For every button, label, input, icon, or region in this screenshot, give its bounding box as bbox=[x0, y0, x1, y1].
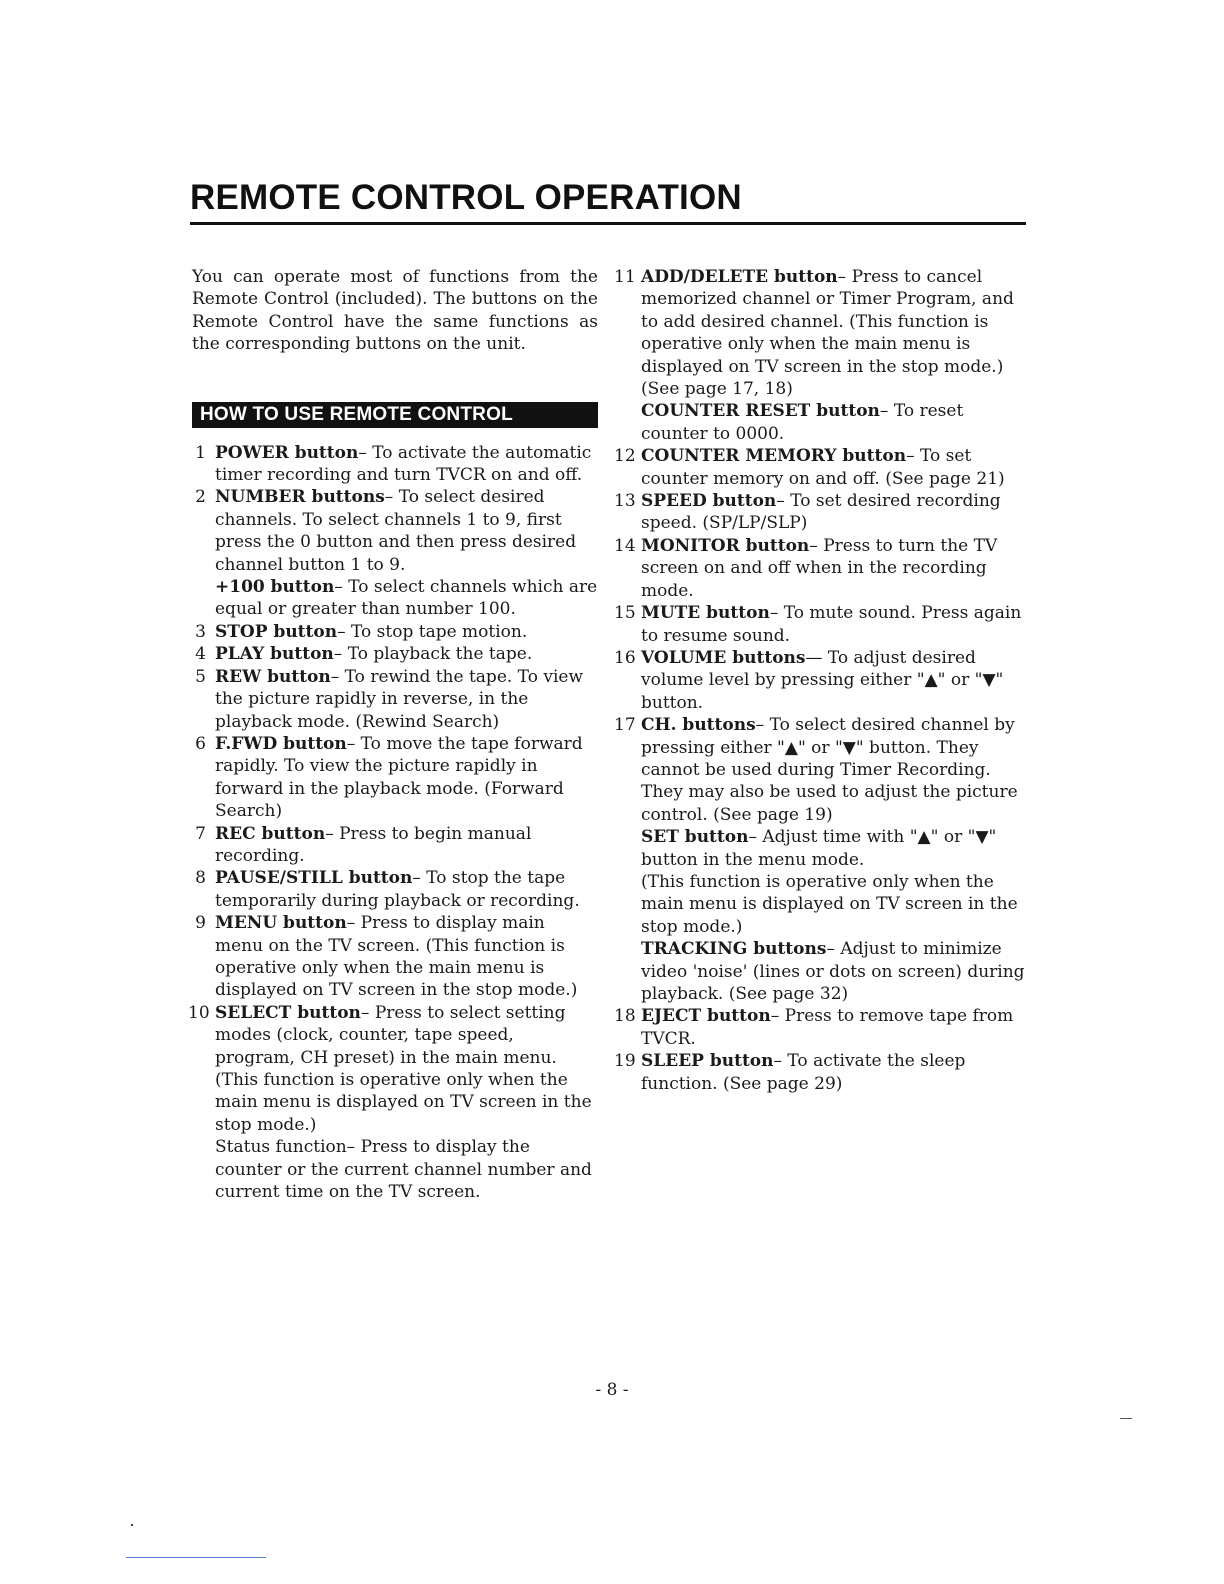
item-button-name: MONITOR button bbox=[641, 535, 810, 556]
item-button-name: MUTE button bbox=[641, 603, 770, 624]
item-separator: – bbox=[337, 621, 351, 642]
button-list-left bbox=[188, 442, 598, 1204]
item-button-name: ADD/DELETE button bbox=[641, 267, 838, 287]
list-item bbox=[614, 714, 1026, 781]
title-rule bbox=[190, 222, 1026, 225]
scan-dot bbox=[131, 1524, 133, 1526]
item-number: 18 bbox=[614, 1006, 636, 1027]
item-separator: – bbox=[776, 491, 791, 512]
subitem-description: To reset counter to 0000. bbox=[641, 401, 964, 444]
item-number: 6 bbox=[195, 733, 206, 754]
item-description: To set desired recording speed. (SP/LP/SLP) bbox=[641, 491, 1001, 534]
list-item bbox=[188, 733, 598, 823]
item-button-name: REW button bbox=[215, 666, 331, 687]
item-description: Press to remove tape from TVCR. bbox=[641, 1006, 1014, 1049]
item-button-name: VOLUME buttons bbox=[641, 647, 806, 668]
item-separator: – bbox=[330, 666, 345, 687]
item-description: To set counter memory on and off. (See page 21) bbox=[641, 446, 1005, 489]
subitem-description: They may also be used to adjust the picture control. (See page 19) bbox=[641, 782, 1018, 825]
item-separator: – bbox=[809, 535, 824, 556]
list-item bbox=[188, 643, 598, 665]
section-heading: HOW TO USE REMOTE CONTROL bbox=[192, 402, 598, 428]
item-description: Press to display main menu on the TV screen. (This function is operative only when the main menu is displayed on TV screen in the stop mode.) bbox=[215, 913, 578, 1001]
item-separator: – bbox=[358, 442, 373, 463]
item-separator: – bbox=[755, 715, 770, 736]
item-number: 11 bbox=[614, 267, 636, 287]
list-item bbox=[188, 912, 598, 1002]
item-button-name: POWER button bbox=[215, 442, 359, 463]
item-description: Press to begin manual recording. bbox=[215, 823, 532, 866]
item-button-name: CH. buttons bbox=[641, 715, 756, 736]
item-separator: – bbox=[770, 1006, 785, 1027]
item-separator: – bbox=[360, 1002, 375, 1023]
item-number: 15 bbox=[614, 603, 636, 624]
item-button-name: NUMBER buttons bbox=[215, 487, 385, 508]
list-item bbox=[614, 647, 1026, 714]
item-description: To select desired channels. To select channels 1 to 9, first press the 0 button and then press desired channel button 1 to 9. bbox=[215, 487, 577, 575]
item-button-name: EJECT button bbox=[641, 1006, 771, 1027]
list-subitem bbox=[614, 400, 1026, 445]
list-item bbox=[188, 442, 598, 487]
list-item bbox=[188, 1002, 598, 1136]
item-description: To move the tape forward rapidly. To view the picture rapidly in forward in the playback mode. (Forward Search) bbox=[215, 733, 583, 822]
item-number: 8 bbox=[195, 868, 206, 889]
subitem-button-name: SET button bbox=[641, 827, 749, 848]
item-description: To rewind the tape. To view the picture rapidly in reverse, in the playback mode. (Rewind Search) bbox=[215, 666, 583, 732]
item-separator: – bbox=[837, 267, 852, 287]
subitem-button-name: +100 button bbox=[215, 577, 335, 598]
item-separator: – bbox=[384, 487, 399, 508]
item-button-name: MENU button bbox=[215, 913, 347, 934]
item-number: 10 bbox=[188, 1002, 210, 1023]
item-description: Press to cancel memorized channel or Timer Program, and to add desired channel. (This function is operative only when the main menu is displayed on TV screen in the stop mode.) (See page 17, 18) bbox=[641, 267, 1014, 400]
item-button-name: COUNTER MEMORY button bbox=[641, 446, 907, 467]
item-separator: – bbox=[412, 868, 427, 889]
item-button-name: SELECT button bbox=[215, 1002, 361, 1023]
subitem-description: To select channels which are equal or greater than number 100. bbox=[215, 577, 598, 620]
list-item bbox=[614, 445, 1026, 490]
list-subitem bbox=[188, 1136, 598, 1203]
list-item bbox=[188, 823, 598, 868]
corner-dash bbox=[1120, 1418, 1132, 1419]
item-description: Press to turn the TV screen on and off when in the recording mode. bbox=[641, 535, 998, 601]
subitem-description: (This function is operative only when the main menu is displayed on TV screen in the stop mode.) bbox=[641, 871, 1018, 937]
list-item bbox=[188, 867, 598, 912]
item-number: 2 bbox=[195, 487, 206, 508]
item-description: To select desired channel by pressing either "▲" or "▼" button. They cannot be used during Timer Recording. bbox=[641, 715, 1015, 780]
intro-paragraph: You can operate most of functions from the Remote Control (included). The buttons on the Remote Control have the same functions as the corresponding buttons on the unit. bbox=[192, 267, 598, 355]
list-item bbox=[614, 490, 1026, 535]
subitem-separator: – bbox=[748, 827, 763, 848]
item-button-name: SLEEP button bbox=[641, 1051, 774, 1072]
item-separator: – bbox=[333, 644, 348, 665]
item-description: To stop tape motion. bbox=[351, 621, 528, 642]
item-description: To activate the automatic timer recording and turn TVCR on and off. bbox=[215, 442, 592, 486]
right-column bbox=[614, 266, 1026, 1095]
item-number: 13 bbox=[614, 491, 636, 512]
item-separator: – bbox=[346, 913, 361, 934]
item-description: To stop the tape temporarily during playback or recording. bbox=[215, 868, 580, 911]
subitem-separator: – bbox=[879, 401, 894, 422]
item-description: To adjust desired volume level by pressing either "▲" or "▼" button. bbox=[641, 647, 1004, 713]
list-subitem bbox=[188, 576, 598, 621]
list-item bbox=[188, 486, 598, 576]
item-button-name: PLAY button bbox=[215, 644, 334, 665]
page-title: REMOTE CONTROL OPERATION bbox=[190, 178, 742, 217]
item-number: 16 bbox=[614, 647, 636, 668]
list-subitem bbox=[614, 781, 1026, 826]
list-subitem bbox=[614, 871, 1026, 938]
subitem-description: Status function– Press to display the counter or the current channel number and current time on the TV screen. bbox=[215, 1137, 592, 1203]
page-number: - 8 - bbox=[595, 1380, 629, 1400]
item-number: 4 bbox=[195, 644, 206, 665]
item-separator: – bbox=[346, 733, 361, 754]
left-column bbox=[188, 266, 598, 1203]
item-number: 17 bbox=[614, 715, 636, 736]
item-button-name: F.FWD button bbox=[215, 733, 347, 754]
item-description: Press to select setting modes (clock, counter, tape speed, program, CH preset) in the main menu. (This function is operative only when the main menu is displayed on TV screen in the stop mode.) bbox=[215, 1002, 592, 1135]
item-number: 1 bbox=[195, 442, 206, 463]
list-item bbox=[614, 602, 1026, 647]
item-description: To activate the sleep function. (See page 29) bbox=[641, 1051, 966, 1094]
list-item bbox=[614, 1005, 1026, 1050]
item-separator: – bbox=[325, 823, 340, 844]
list-item bbox=[188, 666, 598, 733]
list-item bbox=[188, 621, 598, 643]
item-separator: – bbox=[769, 603, 784, 624]
list-subitem bbox=[614, 938, 1026, 1005]
subitem-button-name: TRACKING buttons bbox=[641, 939, 827, 960]
list-item bbox=[614, 1050, 1026, 1095]
item-description: To mute sound. Press again to resume sound. bbox=[641, 603, 1022, 646]
item-button-name: PAUSE/STILL button bbox=[215, 868, 413, 889]
item-number: 3 bbox=[195, 621, 206, 642]
item-number: 19 bbox=[614, 1051, 636, 1072]
subitem-button-name: COUNTER RESET button bbox=[641, 401, 880, 422]
item-number: 7 bbox=[195, 823, 206, 844]
list-item bbox=[614, 266, 1026, 400]
item-button-name: REC button bbox=[215, 823, 326, 844]
item-number: 5 bbox=[195, 666, 206, 687]
item-separator: — bbox=[805, 647, 828, 668]
item-separator: – bbox=[906, 446, 920, 467]
button-list-right bbox=[614, 266, 1026, 1095]
item-description: To playback the tape. bbox=[347, 644, 533, 665]
subitem-separator: – bbox=[826, 939, 841, 960]
item-number: 9 bbox=[195, 913, 206, 934]
item-button-name: SPEED button bbox=[641, 491, 777, 512]
item-separator: – bbox=[773, 1051, 788, 1072]
item-number: 12 bbox=[614, 446, 636, 467]
subitem-description: Adjust to minimize video 'noise' (lines or dots on screen) during playback. (See page 32) bbox=[641, 939, 1025, 1004]
subitem-description: Adjust time with "▲" or "▼" button in the menu mode. bbox=[641, 827, 997, 870]
item-number: 14 bbox=[614, 535, 636, 556]
list-subitem bbox=[614, 826, 1026, 871]
list-item bbox=[614, 535, 1026, 602]
item-button-name: STOP button bbox=[215, 621, 338, 642]
subitem-separator: – bbox=[334, 577, 349, 598]
link-underline bbox=[126, 1557, 266, 1558]
